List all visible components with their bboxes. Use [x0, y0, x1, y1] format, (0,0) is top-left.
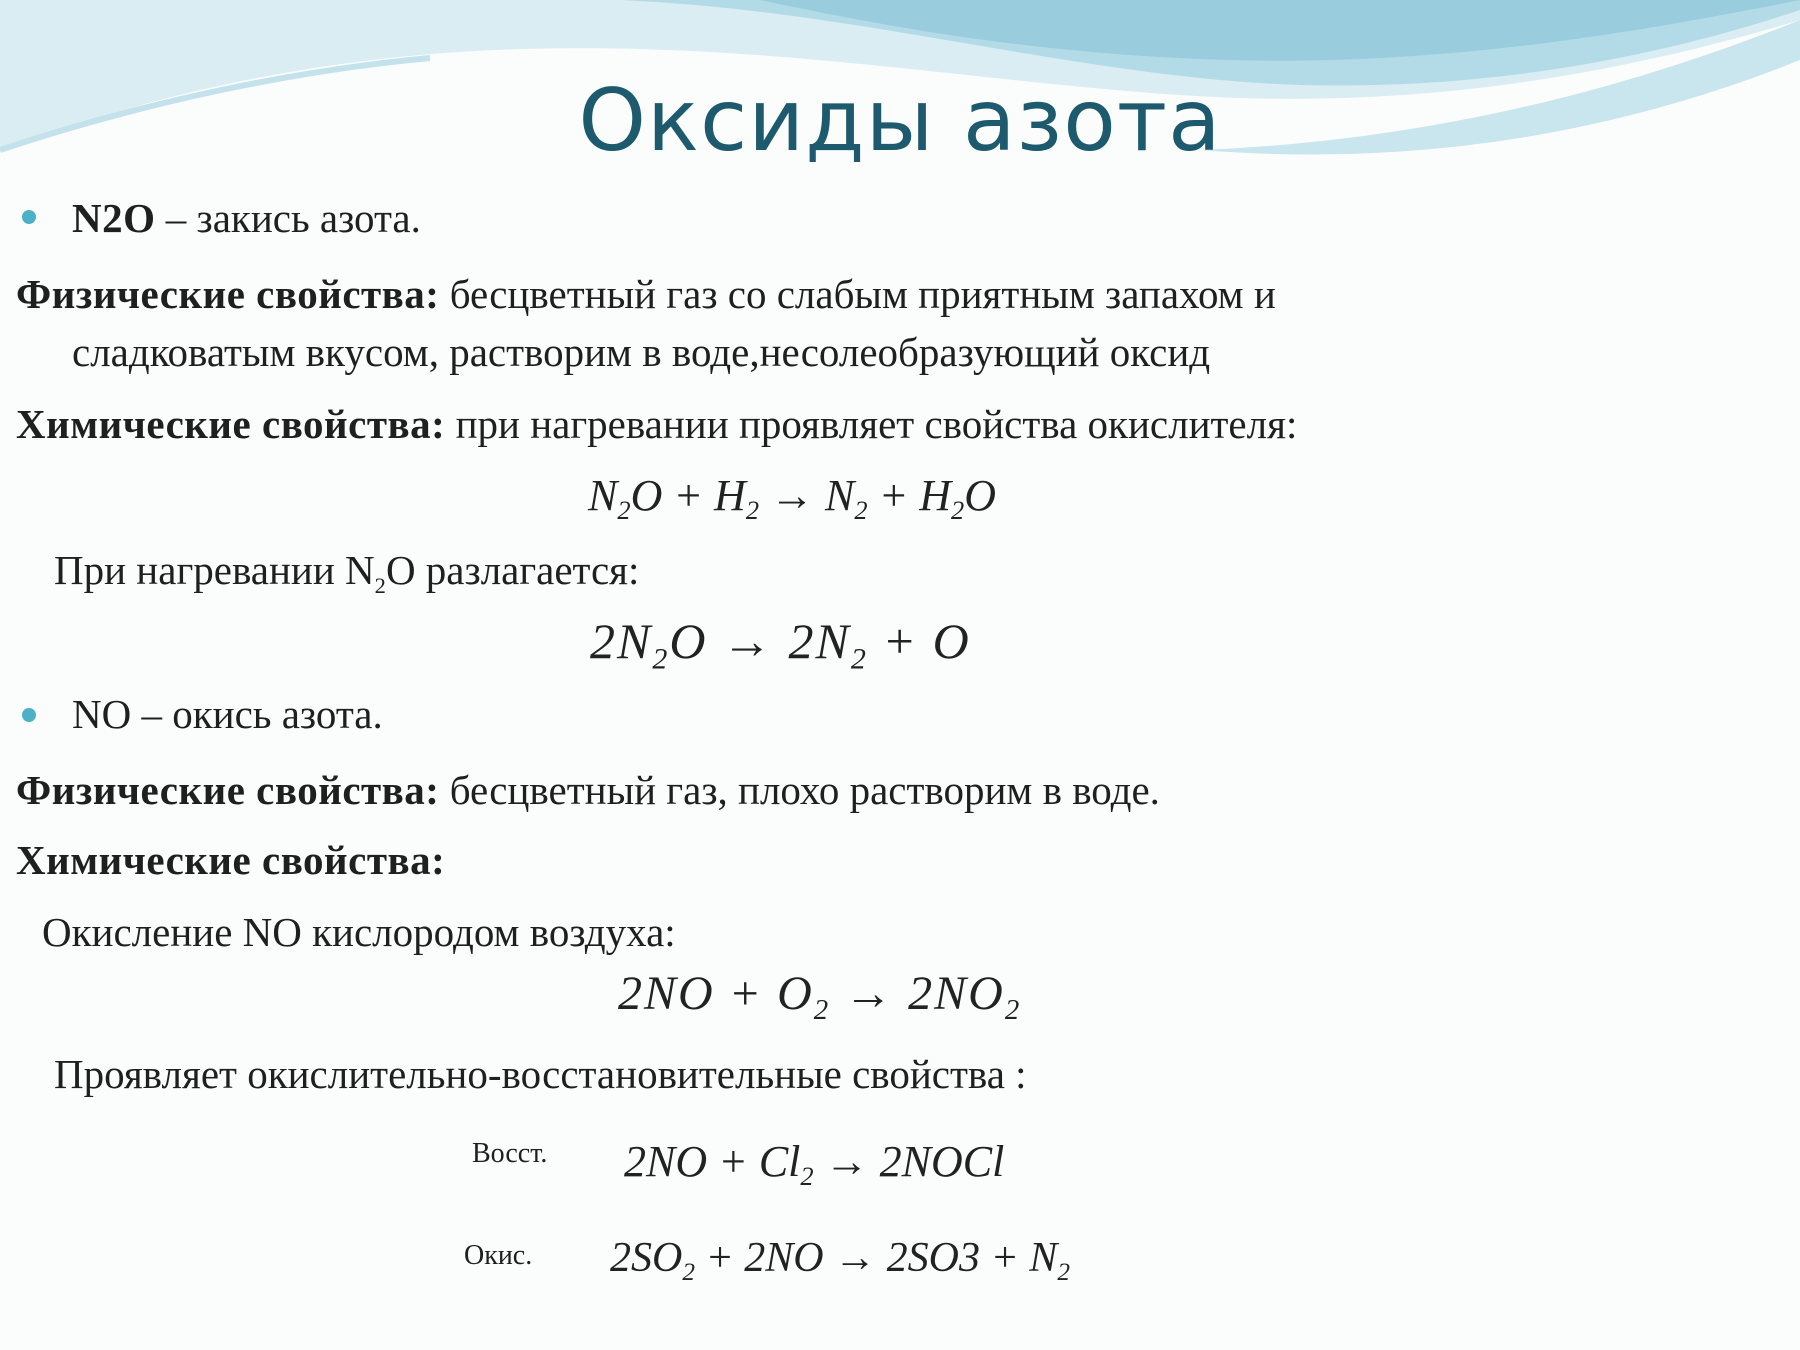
n2o-phys-label: Физические свойства: — [16, 271, 440, 317]
no-chemical-label: Химические свойства: — [16, 837, 446, 883]
n2o-physical-line-2: сладковатым вкусом, растворим в воде,несолеобразующий оксид — [72, 329, 1211, 375]
no-oxidation-text: Окисление NO кислородом воздуха: — [42, 909, 676, 955]
equation-5: $2SO_2 + 2NO \to 2SO3 + N_2$ — [610, 1235, 1070, 1286]
n2o-phys-text-1: бесцветный газ со слабым приятным запахом и — [439, 271, 1276, 317]
n2o-formula: N2O — [72, 195, 156, 241]
reduction-label: Восст. — [472, 1138, 548, 1169]
bullet-icon — [22, 210, 36, 224]
no-name: – окись азота. — [141, 691, 383, 737]
no-phys-text: бесцветный газ, плохо растворим в воде. — [439, 767, 1160, 813]
no-physical-line — [16, 768, 1160, 813]
equation-3: $2NO + O_2 \to 2NO_2$ — [618, 967, 1022, 1027]
no-phys-label: Физические свойства: — [16, 767, 440, 813]
n2o-decomposition-text: При нагревании $N_2O$ разлагается: — [54, 547, 640, 599]
n2o-chemical-line — [16, 402, 1297, 447]
oxidation-label: Окис. — [464, 1240, 533, 1271]
equation-4: $2NO + Cl_2$ → 2NOCl — [624, 1137, 1005, 1192]
n2o-chem-text: при нагревании проявляет свойства окислителя: — [445, 401, 1298, 447]
slide-title: Оксиды азота — [578, 71, 1222, 171]
bullet-icon — [22, 708, 36, 722]
no-heading — [72, 692, 383, 737]
no-formula: NO — [72, 691, 132, 737]
equation-1: $N_2O + H_2 \to N_2 + H_2O$ — [588, 471, 997, 526]
equation-2: $2N_2O \to 2N_2 + O$ — [590, 613, 971, 676]
n2o-name: – закись азота. — [165, 195, 421, 241]
n2o-physical-line-1 — [16, 272, 1276, 317]
no-redox-text: Проявляет окислительно-восстановительные свойства : — [54, 1051, 1027, 1097]
n2o-heading — [72, 196, 421, 241]
n2o-chem-label: Химические свойства: — [16, 401, 446, 447]
